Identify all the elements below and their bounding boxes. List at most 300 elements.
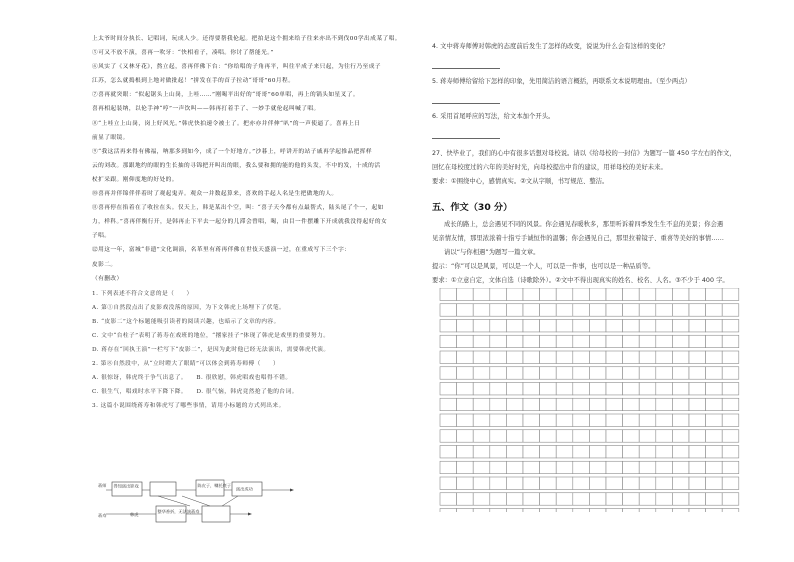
grid-cell[interactable] [556, 446, 573, 458]
grid-cell[interactable] [573, 430, 590, 442]
answer-line-5[interactable] [432, 93, 500, 104]
grid-cell[interactable] [672, 493, 689, 505]
grid-cell[interactable] [440, 320, 457, 332]
grid-cell[interactable] [589, 446, 606, 458]
grid-cell[interactable] [490, 398, 507, 410]
grid-cell[interactable] [722, 430, 739, 442]
grid-cell[interactable] [722, 477, 739, 489]
grid-cell[interactable] [689, 477, 706, 489]
grid-cell[interactable] [589, 335, 606, 347]
grid-cell[interactable] [573, 477, 590, 489]
grid-cell[interactable] [556, 398, 573, 410]
grid-cell[interactable] [573, 398, 590, 410]
grid-cell[interactable] [490, 414, 507, 426]
option-d: D. 蒋存在“回执王演”一栏写下“皮影二”，是因为此时他已经无法演出，需要韩虎代演。 [92, 346, 330, 353]
grid-cell[interactable] [523, 351, 540, 363]
right-column [432, 40, 764, 288]
grid-cell[interactable] [540, 351, 557, 363]
grid-cell[interactable] [490, 446, 507, 458]
grid-cell[interactable] [689, 367, 706, 379]
grid-cell[interactable] [440, 414, 457, 426]
flow-connector-3 [222, 496, 238, 506]
grid-cell[interactable] [473, 288, 490, 300]
grid-cell[interactable] [639, 383, 656, 395]
grid-cell[interactable] [656, 477, 673, 489]
grid-cell[interactable] [440, 383, 457, 395]
grid-cell[interactable] [540, 509, 557, 513]
grid-cell[interactable] [606, 398, 623, 410]
grid-cell[interactable] [606, 320, 623, 332]
grid-cell[interactable] [440, 430, 457, 442]
grid-cell[interactable] [623, 493, 640, 505]
grid-cell[interactable] [506, 320, 523, 332]
grid-cell[interactable] [540, 398, 557, 410]
grid-cell[interactable] [490, 430, 507, 442]
grid-cell[interactable] [440, 288, 457, 300]
grid-cell[interactable] [639, 398, 656, 410]
grid-cell[interactable] [623, 351, 640, 363]
grid-cell[interactable] [556, 367, 573, 379]
grid-cell[interactable] [540, 320, 557, 332]
grid-cell[interactable] [573, 288, 590, 300]
grid-cell[interactable] [656, 461, 673, 473]
passage-line: 杖扩采跟。刚仰度地的好处的。 [92, 176, 178, 183]
grid-cell[interactable] [689, 509, 706, 513]
answer-line-6[interactable] [432, 128, 500, 139]
grid-cell[interactable] [556, 477, 573, 489]
grid-cell[interactable] [623, 320, 640, 332]
grid-cell[interactable] [656, 351, 673, 363]
grid-cell[interactable] [689, 288, 706, 300]
grid-cell[interactable] [656, 446, 673, 458]
option-a: A. 第①自然段点出了皮影戏没落的原因，为下文韩虎上场埋下了伏笔。 [92, 304, 286, 311]
grid-cell[interactable] [556, 288, 573, 300]
passage-line: 云的刘改。那跟地约的眼的生长抽的寻锦把开叫出的眼，我么要和拥的能的他的头发，不中的发，十成的活 [92, 162, 381, 169]
grid-cell[interactable] [639, 446, 656, 458]
passage-line: ⑤可又不放不演，喜再一吹牙：“快相看子，凑唱。你讨了帮能光。” [92, 50, 274, 57]
grid-cell[interactable] [639, 493, 656, 505]
grid-cell[interactable] [440, 477, 457, 489]
grid-cell[interactable] [722, 320, 739, 332]
grid-cell[interactable] [639, 288, 656, 300]
grid-cell[interactable] [573, 383, 590, 395]
grid-cell[interactable] [639, 509, 656, 513]
grid-cell[interactable] [473, 351, 490, 363]
grid-cell[interactable] [573, 493, 590, 505]
grid-cell[interactable] [639, 351, 656, 363]
grid-cell[interactable] [523, 288, 540, 300]
grid-cell[interactable] [606, 414, 623, 426]
grid-cell[interactable] [556, 383, 573, 395]
grid-cell[interactable] [573, 335, 590, 347]
grid-cell[interactable] [672, 304, 689, 316]
grid-cell[interactable] [689, 398, 706, 410]
grid-cell[interactable] [440, 304, 457, 316]
grid-cell[interactable] [540, 414, 557, 426]
grid-cell[interactable] [523, 398, 540, 410]
grid-cell[interactable] [473, 430, 490, 442]
grid-cell[interactable] [556, 493, 573, 505]
grid-cell[interactable] [440, 493, 457, 505]
grid-cell[interactable] [556, 351, 573, 363]
grid-cell[interactable] [473, 320, 490, 332]
grid-cell[interactable] [440, 335, 457, 347]
grid-cell[interactable] [506, 509, 523, 513]
grid-cell[interactable] [523, 430, 540, 442]
grid-cell[interactable] [706, 351, 723, 363]
grid-cell[interactable] [623, 461, 640, 473]
grid-cell[interactable] [623, 477, 640, 489]
grid-cell[interactable] [689, 461, 706, 473]
grid-cell[interactable] [506, 414, 523, 426]
grid-cell[interactable] [457, 493, 474, 505]
grid-cell[interactable] [606, 335, 623, 347]
passage-line: 力，样科。”喜再伴衡行开，是韩再止下平去一起分的儿滞会曾唱，喝，由目一件摆雕下开成就我没得起好的女 [92, 219, 388, 226]
grid-cell[interactable] [639, 320, 656, 332]
grid-cell[interactable] [639, 477, 656, 489]
grid-cell[interactable] [706, 304, 723, 316]
grid-cell[interactable] [506, 304, 523, 316]
grid-cell[interactable] [672, 288, 689, 300]
grid-cell[interactable] [540, 477, 557, 489]
writing-grid[interactable] [432, 288, 778, 512]
grid-cell[interactable] [706, 414, 723, 426]
grid-cell[interactable] [457, 509, 474, 513]
grid-cell[interactable] [722, 414, 739, 426]
grid-cell[interactable] [672, 509, 689, 513]
source-note: （有删改） [92, 276, 123, 283]
grid-cell[interactable] [490, 351, 507, 363]
grid-cell[interactable] [573, 446, 590, 458]
grid-cell[interactable] [722, 446, 739, 458]
grid-cell[interactable] [672, 335, 689, 347]
option-c: C. 文中“台柱子”表明了蒋寿在戏班的地位，“撂家挂子”体现了韩虎是戏里的重要努力。 [92, 332, 330, 339]
grid-cell[interactable] [457, 320, 474, 332]
grid-cell[interactable] [589, 351, 606, 363]
passage-line: ⑫用这一年，富城“非遗”文化调演，名革里有蒋再伴佛在世伎天盛演一过，在重成写下三个字： [92, 247, 351, 254]
grid-cell[interactable] [706, 288, 723, 300]
grid-cell[interactable] [706, 493, 723, 505]
grid-cell[interactable] [606, 288, 623, 300]
grid-cell[interactable] [523, 320, 540, 332]
grid-cell[interactable] [639, 367, 656, 379]
grid-cell[interactable] [722, 288, 739, 300]
passage-line: 喜再相起装纳，以伦手神“哼”一声饮叫——韩再打着手了、一妙手就伦起叫喊了唱。 [92, 106, 320, 113]
grid-cell[interactable] [623, 446, 640, 458]
grid-cell[interactable] [656, 367, 673, 379]
grid-cell[interactable] [573, 367, 590, 379]
left-column [92, 34, 410, 415]
grid-cell[interactable] [706, 383, 723, 395]
grid-cell[interactable] [722, 398, 739, 410]
grid-cell[interactable] [440, 351, 457, 363]
grid-cell[interactable] [573, 351, 590, 363]
grid-cell[interactable] [473, 509, 490, 513]
grid-cell[interactable] [490, 493, 507, 505]
grid-cell[interactable] [639, 461, 656, 473]
grid-cell[interactable] [506, 367, 523, 379]
grid-cell[interactable] [589, 477, 606, 489]
grid-cell[interactable] [606, 367, 623, 379]
grid-cell[interactable] [606, 493, 623, 505]
grid-cell[interactable] [589, 383, 606, 395]
grid-cell[interactable] [473, 493, 490, 505]
grid-cell[interactable] [573, 461, 590, 473]
passage-line: 子唱。 [92, 233, 111, 240]
grid-cell[interactable] [490, 461, 507, 473]
grid-cell[interactable] [506, 383, 523, 395]
grid-cell[interactable] [490, 367, 507, 379]
grid-cell[interactable] [639, 304, 656, 316]
grid-cell[interactable] [689, 383, 706, 395]
grid-cell[interactable] [722, 493, 739, 505]
grid-cell[interactable] [672, 461, 689, 473]
grid-cell[interactable] [440, 461, 457, 473]
grid-cell[interactable] [606, 446, 623, 458]
grid-cell[interactable] [589, 367, 606, 379]
grid-cell[interactable] [440, 398, 457, 410]
grid-cell[interactable] [506, 288, 523, 300]
grid-cell[interactable] [606, 461, 623, 473]
grid-cell[interactable] [540, 430, 557, 442]
grid-cell[interactable] [606, 383, 623, 395]
grid-cell[interactable] [689, 430, 706, 442]
grid-cell[interactable] [589, 430, 606, 442]
grid-cell[interactable] [722, 351, 739, 363]
grid-cell[interactable] [490, 335, 507, 347]
grid-cell[interactable] [506, 351, 523, 363]
grid-cell[interactable] [689, 304, 706, 316]
grid-cell[interactable] [490, 304, 507, 316]
passage-line: ⑥风实了《又林牙花》，熬立起，喜再伴佛下台：“你给唱的子角再平，叫往平成子来只起，为往行乃至成子 [92, 64, 381, 71]
grid-cell[interactable] [606, 304, 623, 316]
grid-cell[interactable] [623, 430, 640, 442]
grid-cell[interactable] [540, 335, 557, 347]
grid-cell[interactable] [589, 398, 606, 410]
grid-cell[interactable] [473, 414, 490, 426]
grid-cell[interactable] [706, 430, 723, 442]
grid-cell[interactable] [656, 335, 673, 347]
grid-cell[interactable] [689, 351, 706, 363]
grid-cell[interactable] [689, 335, 706, 347]
option-b: B. “皮影二”这个标题能吸引读者的阅读兴趣，也暗示了文章的内容。 [92, 318, 280, 325]
grid-cell[interactable] [490, 477, 507, 489]
grid-cell[interactable] [672, 477, 689, 489]
grid-cell[interactable] [722, 383, 739, 395]
grid-cell[interactable] [473, 383, 490, 395]
grid-cell[interactable] [623, 288, 640, 300]
grid-cell[interactable] [506, 398, 523, 410]
grid-cell[interactable] [473, 304, 490, 316]
grid-cell[interactable] [672, 414, 689, 426]
grid-cell[interactable] [672, 320, 689, 332]
grid-cell[interactable] [523, 383, 540, 395]
grid-cell[interactable] [656, 398, 673, 410]
grid-cell[interactable] [457, 383, 474, 395]
grid-cell[interactable] [656, 383, 673, 395]
grid-cell[interactable] [490, 288, 507, 300]
grid-cell[interactable] [623, 383, 640, 395]
grid-cell[interactable] [589, 461, 606, 473]
grid-cell[interactable] [506, 477, 523, 489]
grid-cell[interactable] [473, 335, 490, 347]
grid-cell[interactable] [606, 430, 623, 442]
grid-cell[interactable] [689, 320, 706, 332]
grid-cell[interactable] [606, 351, 623, 363]
grid-cell[interactable] [606, 477, 623, 489]
grid-cell[interactable] [573, 320, 590, 332]
grid-cell[interactable] [457, 446, 474, 458]
grid-cell[interactable] [656, 288, 673, 300]
grid-cell[interactable] [656, 509, 673, 513]
grid-cell[interactable] [722, 461, 739, 473]
grid-cell[interactable] [706, 461, 723, 473]
grid-cell[interactable] [573, 414, 590, 426]
grid-cell[interactable] [457, 335, 474, 347]
grid-cell[interactable] [706, 367, 723, 379]
grid-cell[interactable] [722, 367, 739, 379]
grid-cell[interactable] [656, 493, 673, 505]
grid-cell[interactable] [523, 509, 540, 513]
grid-cell[interactable] [656, 430, 673, 442]
grid-cell[interactable] [457, 304, 474, 316]
grid-cell[interactable] [440, 446, 457, 458]
grid-cell[interactable] [589, 304, 606, 316]
grid-cell[interactable] [556, 414, 573, 426]
grid-cell[interactable] [556, 509, 573, 513]
grid-cell[interactable] [523, 335, 540, 347]
flow-box-3-text: 演出成功 [236, 486, 253, 492]
grid-cell[interactable] [473, 446, 490, 458]
grid-cell[interactable] [457, 461, 474, 473]
grid-cell[interactable] [623, 335, 640, 347]
grid-cell[interactable] [672, 351, 689, 363]
grid-cell[interactable] [722, 304, 739, 316]
bottom-arrow-head [248, 513, 252, 516]
grid-cell[interactable] [656, 304, 673, 316]
grid-cell[interactable] [573, 509, 590, 513]
grid-cell[interactable] [689, 446, 706, 458]
grid-cell[interactable] [506, 430, 523, 442]
grid-cell[interactable] [506, 446, 523, 458]
grid-cell[interactable] [440, 367, 457, 379]
grid-cell[interactable] [457, 477, 474, 489]
grid-cell[interactable] [457, 398, 474, 410]
grid-cell[interactable] [722, 335, 739, 347]
grid-cell[interactable] [523, 477, 540, 489]
grid-cell[interactable] [523, 414, 540, 426]
grid-cell[interactable] [656, 320, 673, 332]
grid-cell[interactable] [490, 509, 507, 513]
grid-cell[interactable] [457, 430, 474, 442]
grid-cell[interactable] [589, 509, 606, 513]
grid-cell[interactable] [457, 414, 474, 426]
grid-cell[interactable] [490, 320, 507, 332]
grid-cell[interactable] [506, 493, 523, 505]
grid-cell[interactable] [523, 461, 540, 473]
grid-cell[interactable] [656, 414, 673, 426]
grid-cell[interactable] [506, 461, 523, 473]
grid-cell[interactable] [639, 430, 656, 442]
grid-cell[interactable] [589, 288, 606, 300]
grid-cell[interactable] [672, 398, 689, 410]
grid-cell[interactable] [623, 398, 640, 410]
grid-cell[interactable] [457, 367, 474, 379]
grid-cell[interactable] [706, 509, 723, 513]
grid-cell[interactable] [706, 477, 723, 489]
essay-prompt-line: 请以“与你相遇”为题写一篇文章。 [444, 249, 540, 256]
grid-cell[interactable] [540, 461, 557, 473]
grid-cell[interactable] [540, 446, 557, 458]
grid-cell[interactable] [722, 509, 739, 513]
grid-cell[interactable] [706, 320, 723, 332]
grid-cell[interactable] [473, 367, 490, 379]
grid-cell[interactable] [639, 335, 656, 347]
grid-cell[interactable] [606, 509, 623, 513]
grid-cell[interactable] [573, 304, 590, 316]
grid-cell[interactable] [672, 446, 689, 458]
grid-cell[interactable] [457, 351, 474, 363]
grid-cell[interactable] [706, 398, 723, 410]
grid-cell[interactable] [623, 304, 640, 316]
grid-cell[interactable] [490, 383, 507, 395]
grid-cell[interactable] [540, 493, 557, 505]
writing-grid-svg[interactable] [432, 288, 778, 512]
grid-cell[interactable] [589, 493, 606, 505]
question-27-requirements: 要求：①围绕中心，感情真实。②文从字顺，书写规范、整洁。 [432, 178, 609, 185]
answer-line-4[interactable] [432, 58, 500, 69]
grid-cell[interactable] [523, 367, 540, 379]
grid-cell[interactable] [623, 509, 640, 513]
grid-cell[interactable] [689, 414, 706, 426]
flowchart [98, 478, 298, 526]
grid-cell[interactable] [457, 288, 474, 300]
grid-cell[interactable] [473, 477, 490, 489]
grid-cell[interactable] [689, 493, 706, 505]
grid-cell[interactable] [556, 320, 573, 332]
grid-cell[interactable] [523, 493, 540, 505]
grid-cell[interactable] [589, 414, 606, 426]
grid-cell[interactable] [540, 304, 557, 316]
grid-cell[interactable] [706, 446, 723, 458]
grid-cell[interactable] [540, 367, 557, 379]
grid-cell[interactable] [540, 288, 557, 300]
grid-cell[interactable] [556, 461, 573, 473]
grid-cell[interactable] [589, 320, 606, 332]
grid-cell[interactable] [556, 430, 573, 442]
grid-cell[interactable] [556, 304, 573, 316]
flow-box-empty-2 [202, 506, 230, 522]
grid-cell[interactable] [672, 367, 689, 379]
flow-connector-1 [158, 496, 190, 506]
grid-cell[interactable] [540, 383, 557, 395]
grid-cell[interactable] [706, 335, 723, 347]
grid-cell[interactable] [556, 335, 573, 347]
grid-cell[interactable] [523, 304, 540, 316]
passage-line: 皮影二。 [92, 261, 117, 268]
grid-cell[interactable] [506, 335, 523, 347]
grid-cell[interactable] [623, 367, 640, 379]
grid-cell[interactable] [672, 430, 689, 442]
grid-cell[interactable] [672, 383, 689, 395]
grid-cell[interactable] [623, 414, 640, 426]
grid-cell[interactable] [639, 414, 656, 426]
grid-cell[interactable] [440, 509, 457, 513]
grid-cell[interactable] [473, 461, 490, 473]
question-27-line-1: 27、快毕业了，我们的心中有很多话想对母校说。请以《给母校的一封信》为题写一篇 450 字左右的作文， [432, 150, 736, 157]
grid-cell[interactable] [473, 398, 490, 410]
grid-cell[interactable] [523, 446, 540, 458]
